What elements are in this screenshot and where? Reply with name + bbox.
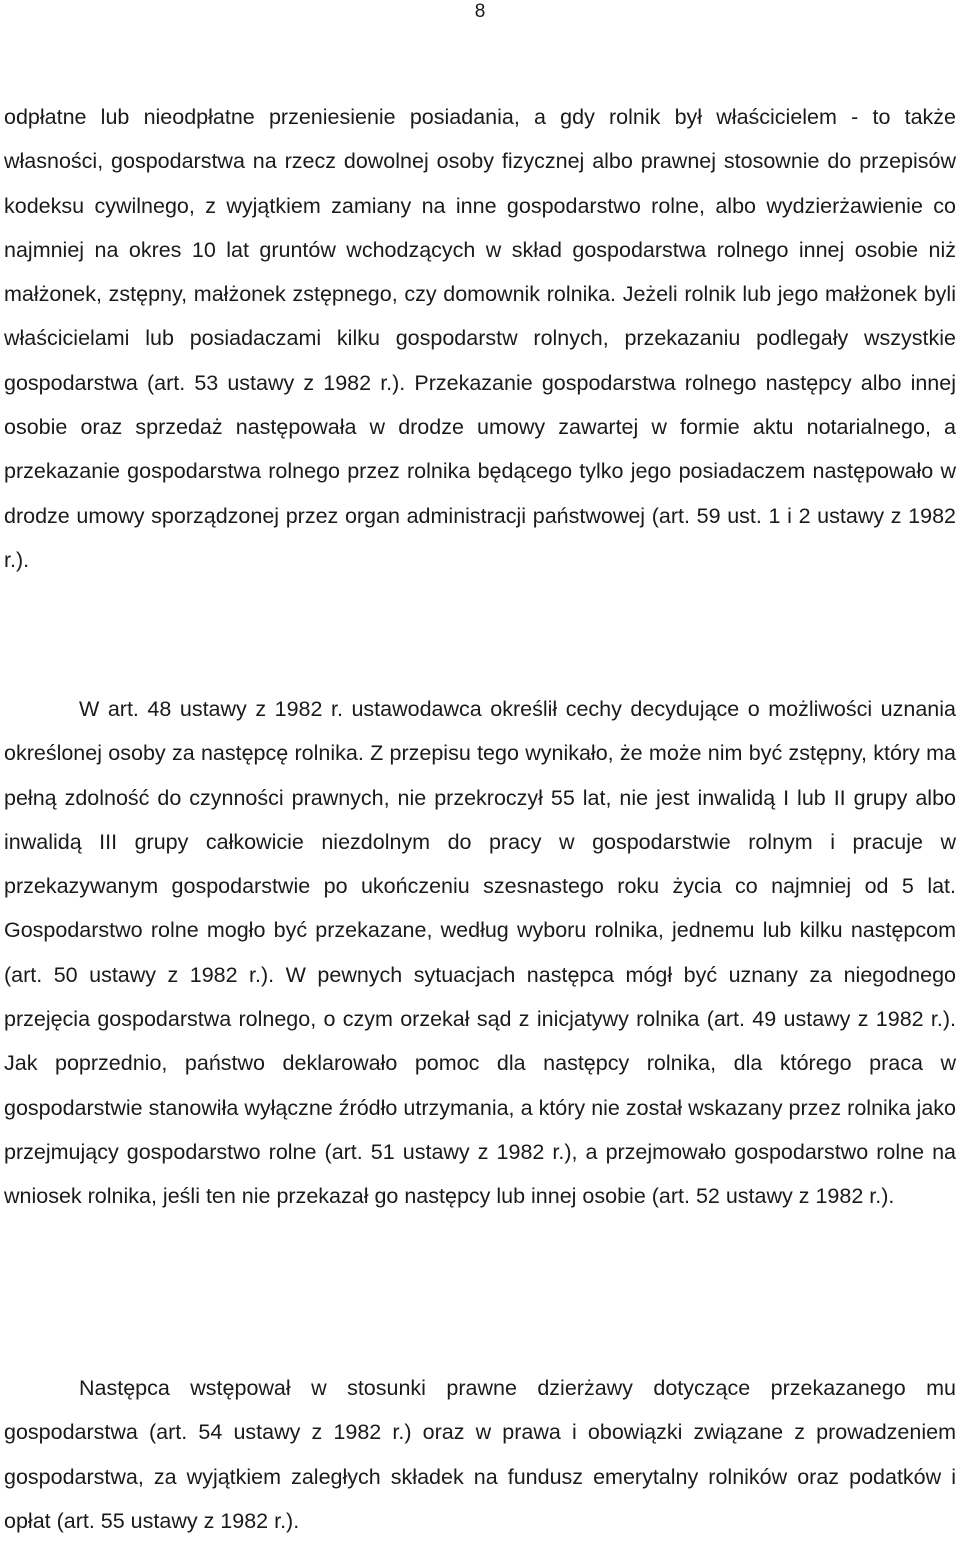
page-number: 8 [474, 1, 486, 22]
paragraph-3: Następca wstępował w stosunki prawne dzierżawy dotyczące przekazanego mu gospodarstwa (art. 54 ustawy z 1982 r.) oraz w prawa i obowiązki związane z prowadzeniem gospodarstwa, za wyjątkiem zaległych składek na fundusz emerytalny rolników oraz podatków i opłat (art. 55 ustawy z 1982 r.). [4, 1376, 956, 1533]
paragraph-2: W art. 48 ustawy z 1982 r. ustawodawca określił cechy decydujące o możliwości uznania określonej osoby za następcę rolnika. Z przepisu tego wynikało, że może nim być zstępny, który ma pełną zdolność do czynności prawnych, nie przekroczył 55 lat, nie jest inwalidą I lub II grupy albo inwalidą III grupy całkowicie niezdolnym do pracy w gospodarstwie rolnym i pracuje w przekazywanym gospodarstwie po ukończeniu szesnastego roku życia co najmniej od 5 lat. Gospodarstwo rolne mogło być przekazane, według wyboru rolnika, jednemu lub kilku następcom (art. 50 ustawy z 1982 r.). W pewnych sytuacjach następca mógł być uznany za niegodnego przejęcia gospodarstwa rolnego, o czym orzekał sąd z inicjatywy rolnika (art. 49 ustawy z 1982 r.). Jak poprzednio, państwo deklarowało pomoc dla następcy rolnika, dla którego praca w gospodarstwie stanowiła wyłączne źródło utrzymania, a który nie został wskazany przez rolnika jako przejmujący gospodarstwo rolne (art. 51 ustawy z 1982 r.), a przejmowało gospodarstwo rolne na wniosek rolnika, jeśli ten nie przekazał go następcy lub innej osobie (art. 52 ustawy z 1982 r.). [4, 697, 956, 1209]
paragraph-1: odpłatne lub nieodpłatne przeniesienie posiadania, a gdy rolnik był właścicielem - to także własności, gospodarstwa na rzecz dowolnej osoby fizycznej albo prawnej stosownie do przepisów kodeksu cywilnego, z wyjątkiem zamiany na inne gospodarstwo rolne, albo wydzierżawienie co najmniej na okres 10 lat gruntów wchodzących w skład gospodarstwa rolnego innej osobie niż małżonek, zstępny, małżonek zstępnego, czy domownik rolnika. Jeżeli rolnik lub jego małżonek byli właścicielami lub posiadaczami kilku gospodarstw rolnych, przekazaniu podlegały wszystkie gospodarstwa (art. 53 ustawy z 1982 r.). Przekazanie gospodarstwa rolnego następcy albo innej osobie oraz sprzedaż następowała w drodze umowy zawartej w formie aktu notarialnego, a przekazanie gospodarstwa rolnego przez rolnika będącego tylko jego posiadaczem następowało w drodze umowy sporządzonej przez organ administracji państwowej (art. 59 ust. 1 i 2 ustawy z 1982 r.). [4, 105, 956, 572]
